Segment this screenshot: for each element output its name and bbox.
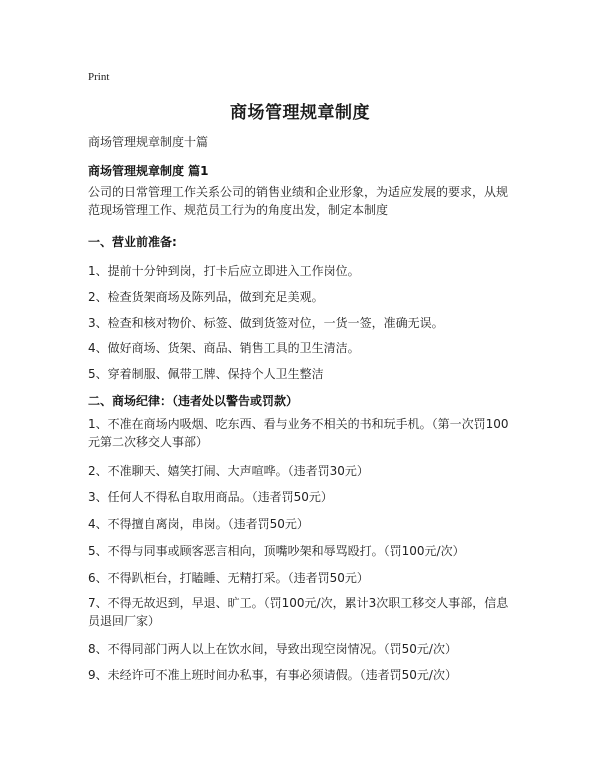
list-item: 1、不准在商场内吸烟、吃东西、看与业务不相关的书和玩手机。（第一次罚100元第二次移交人事部） xyxy=(88,417,509,449)
intro-paragraph: 公司的日常管理工作关系公司的销售业绩和企业形象，为适应发展的要求，从规范现场管理工作、规范员工行为的角度出发，制定本制度 xyxy=(88,185,509,217)
heading-preparation: 一、营业前准备: xyxy=(88,235,177,249)
list-item: 7、不得无故迟到，早退、旷工。（罚100元/次，累计3次职工移交人事部，信息员退回厂家） xyxy=(88,596,509,628)
list-item: 5、不得与同事或顾客恶言相向，顶嘴吵架和辱骂殴打。（罚100元/次） xyxy=(88,544,465,558)
section-title: 商场管理规章制度 篇1 xyxy=(88,164,209,178)
list-item: 1、提前十分钟到岗，打卡后应立即进入工作岗位。 xyxy=(88,264,360,278)
list-item: 2、检查货架商场及陈列品，做到充足美观。 xyxy=(88,290,324,304)
print-link[interactable]: Print xyxy=(88,71,110,83)
list-item: 5、穿着制服、佩带工牌、保持个人卫生整洁 xyxy=(88,367,324,381)
doc-subtitle: 商场管理规章制度十篇 xyxy=(88,135,209,149)
list-item: 6、不得趴柜台，打瞌睡、无精打采。（违者罚50元） xyxy=(88,571,369,585)
heading-discipline: 二、商场纪律：（违者处以警告或罚款） xyxy=(88,394,299,408)
list-item: 9、未经许可不准上班时间办私事，有事必须请假。（违者罚50元/次） xyxy=(88,668,457,682)
list-item: 2、不准聊天、嬉笑打闹、大声喧哗。（违者罚30元） xyxy=(88,464,369,478)
list-item: 3、任何人不得私自取用商品。（违者罚50元） xyxy=(88,490,333,504)
list-item: 3、检查和核对物价、标签、做到货签对位，一货一签，准确无误。 xyxy=(88,316,444,330)
list-item: 4、不得擅自离岗，串岗。（违者罚50元） xyxy=(88,517,309,531)
list-item: 8、不得同部门两人以上在饮水间，导致出现空岗情况。（罚50元/次） xyxy=(88,642,457,656)
page-title: 商场管理规章制度 xyxy=(230,103,370,123)
list-item: 4、做好商场、货架、商品、销售工具的卫生清洁。 xyxy=(88,341,360,355)
